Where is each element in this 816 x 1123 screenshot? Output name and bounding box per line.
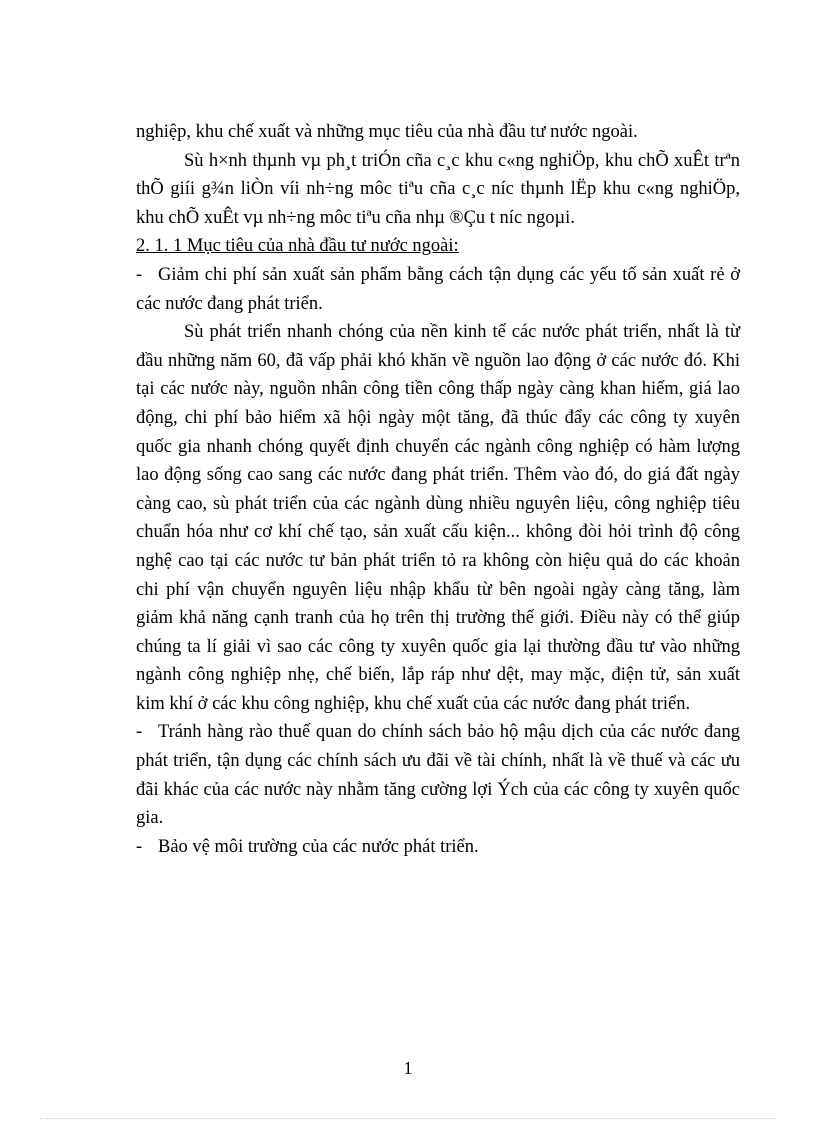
bullet-2 xyxy=(136,718,740,832)
bullet-1 xyxy=(136,261,740,318)
paragraph-3: Sù phát triển nhanh chóng của nền kinh tế các nước phát triển, nhất là từ đầu những năm 60, đã vấp phải khó khăn về nguồn lao động ở các nước đó. Khi tại các nước này, nguồn nhân công tiền công thấp ngày càng khan hiếm, giá lao động, chi phí bảo hiểm xã hội ngày một tăng, đã thúc đẩy các công ty xuyên quốc gia nhanh chóng quyết định chuyển các ngành công nghiệp có hàm lượng lao động sống cao sang các nước đang phát triển. Thêm vào đó, do giá đất ngày càng cao, sù phát triển của các ngành dùng nhiều nguyên liệu, công nghiệp tiêu chuẩn hóa như cơ khí chế tạo, sản xuất cấu kiện... không đòi hỏi trình độ công nghệ cao tại các nước tư bản phát triển tỏ ra không còn hiệu quả do các khoản chi phí vận chuyển nguyên liệu nhập khẩu từ bên ngoài ngày càng tăng, làm giảm khả năng cạnh tranh của họ trên thị trường thế giới. Điều này có thể giúp chúng ta lí giải vì sao các công ty xuyên quốc gia lại thường đầu tư vào những ngành công nghiệp nhẹ, chế biến, lắp ráp như dệt, may mặc, điện tử, sản xuất kim khí ở các khu công nghiệp, khu chế xuất của các nước đang phát triển. xyxy=(136,322,740,714)
bullet-text: Giảm chi phí sản xuất sản phẩm bằng cách tận dụng các yếu tố sản xuất rẻ ở các nước đang phát triển. xyxy=(136,264,740,314)
page-bottom-divider xyxy=(40,1118,776,1119)
body-text xyxy=(136,118,740,861)
bullet-dash: - xyxy=(136,264,143,285)
bullet-dash: - xyxy=(136,722,143,743)
bullet-text: Tránh hàng rào thuế quan do chính sách bảo hộ mậu dịch của các nước đang phát triển, tận dụng các chính sách ưu đãi về tài chính, nhất là về thuế và các ưu đãi khác của các nước này nhằm tăng cường lợi Ých của các công ty xuyên quốc gia. xyxy=(136,722,740,829)
bullet-text: Bảo vệ môi trường của các nước phát triển. xyxy=(158,836,479,857)
page-number: 1 xyxy=(403,1058,413,1078)
bullet-dash: - xyxy=(136,836,143,857)
paragraph-2: Sù h×nh thµnh vµ ph¸t triÓn cña c¸c khu c«ng nghiÖp, khu chÕ xuÊt trªn thÕ giíi g¾n liÒn víi nh÷ng môc tiªu cña c¸c níc thµnh lËp khu c«ng nghiÖp, khu chÕ xuÊt vµ nh÷ng môc tiªu cña nhµ ®Çu t níc ngoµi. xyxy=(136,150,740,228)
paragraph-1: nghiệp, khu chế xuất và những mục tiêu của nhà đầu tư nước ngoài. xyxy=(136,122,638,142)
section-heading: 2. 1. 1 Mục tiêu của nhà đầu tư nước ngoài: xyxy=(136,236,459,257)
bullet-3 xyxy=(136,833,740,862)
